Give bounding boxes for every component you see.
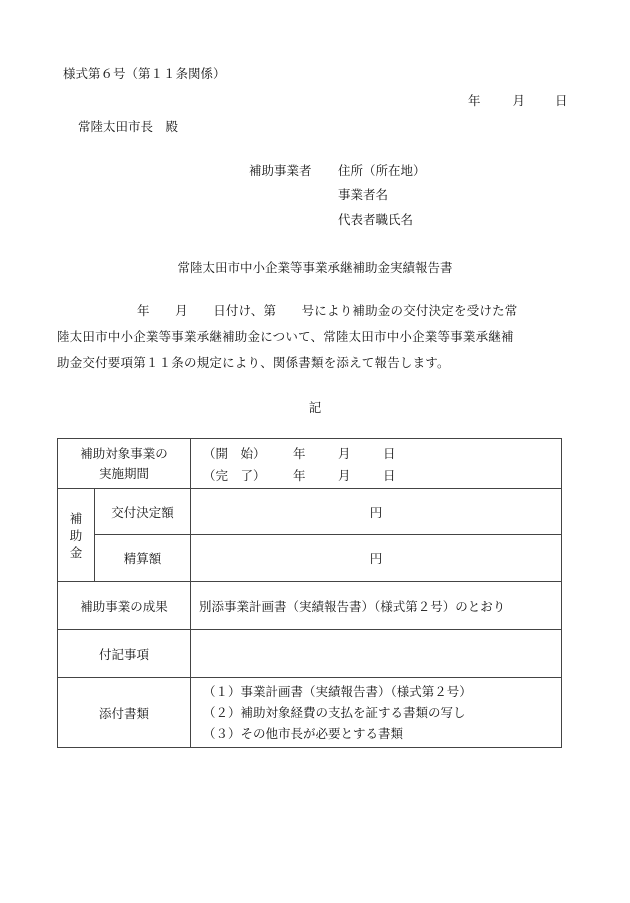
notes-value	[191, 630, 562, 678]
date-year: 年	[468, 93, 481, 108]
decision-amount-label: 交付決定額	[95, 489, 191, 535]
period-start-month: 月	[338, 445, 351, 461]
form-number: 様式第６号（第１１条関係）	[63, 66, 226, 81]
applicant-representative: 代表者職氏名	[338, 212, 414, 227]
attachment-item: （３）その他市長が必要とする書類	[203, 726, 404, 741]
period-end-day: 日	[383, 467, 396, 483]
ki-heading: 記	[308, 400, 322, 415]
period-end-year: 年	[293, 467, 306, 483]
decision-amount-value: 円	[191, 489, 562, 535]
date-month: 月	[512, 93, 526, 108]
period-start-year: 年	[293, 445, 306, 461]
date-day: 日	[555, 93, 568, 108]
report-table	[57, 438, 562, 748]
period-label	[58, 439, 191, 489]
subsidy-char-1: 補	[69, 510, 83, 526]
subsidy-char-2: 助	[69, 527, 83, 543]
applicant-business-name: 事業者名	[338, 187, 389, 202]
period-end	[191, 464, 561, 486]
body-line-3: 助金交付要項第１１条の規定により、関係書類を添えて報告します。	[57, 355, 450, 370]
result-label: 補助事業の成果	[58, 582, 191, 630]
addressee: 常陸太田市長 殿	[78, 119, 179, 134]
period-end-label: （完 了）	[203, 467, 266, 483]
notes-label: 付記事項	[58, 630, 191, 678]
document-title: 常陸太田市中小企業等事業承継補助金実績報告書	[177, 260, 453, 275]
subsidy-char-3: 金	[69, 544, 83, 560]
result-value: 別添事業計画書（実績報告書）（様式第２号）のとおり	[191, 582, 562, 630]
settlement-amount-value: 円	[191, 535, 562, 582]
period-label-line1: 補助対象事業の	[80, 445, 168, 461]
applicant-address: 住所（所在地）	[338, 163, 426, 178]
notes-row	[58, 630, 562, 678]
date-line	[468, 91, 568, 109]
body-line-1: 年 月 日付け、第 号により補助金の交付決定を受けた常	[137, 303, 518, 318]
period-label-line2: 実施期間	[99, 465, 150, 481]
attachment-item: （１）事業計画書（実績報告書）（様式第２号）	[203, 684, 472, 699]
body-paragraph	[57, 298, 557, 376]
period-start	[191, 442, 561, 464]
period-value	[191, 439, 562, 489]
period-end-month: 月	[338, 467, 351, 483]
body-line-2: 陸太田市中小企業等事業承継補助金について、常陸太田市中小企業等事業承継補	[57, 329, 514, 344]
attachments-list	[191, 678, 562, 748]
attachment-item: （２）補助対象経費の支払を証する書類の写し	[203, 705, 466, 720]
attachments-row	[58, 678, 562, 748]
settlement-row	[58, 535, 562, 582]
attachments-label: 添付書類	[58, 678, 191, 748]
subsidy-group-label	[58, 489, 95, 582]
applicant-label: 補助事業者	[249, 163, 312, 178]
period-start-label: （開 始）	[203, 445, 266, 461]
period-start-day: 日	[383, 445, 396, 461]
decision-row	[58, 489, 562, 535]
period-row	[58, 439, 562, 489]
settlement-amount-label: 精算額	[95, 535, 191, 582]
result-row	[58, 582, 562, 630]
